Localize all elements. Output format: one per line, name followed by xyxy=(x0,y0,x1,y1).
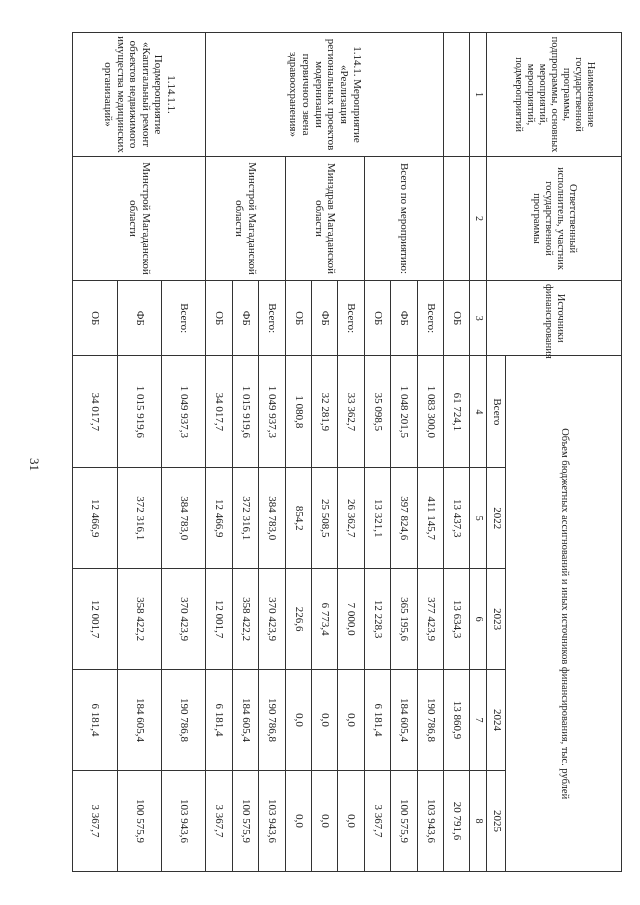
header-row xyxy=(506,33,622,872)
value-cell: 1 049 937,3 xyxy=(259,356,285,468)
source-cell: ФБ xyxy=(232,281,258,356)
table-row xyxy=(259,33,285,872)
value-cell: 12 466,9 xyxy=(73,468,118,569)
value-cell: 0,0 xyxy=(311,770,337,871)
index-cell: 6 xyxy=(470,569,487,670)
value-cell: 226,6 xyxy=(285,569,311,670)
source-cell: ОБ xyxy=(206,281,232,356)
value-cell: 0,0 xyxy=(338,670,364,771)
source-cell: ОБ xyxy=(73,281,118,356)
value-cell: 13 634,3 xyxy=(444,569,470,670)
index-cell: 8 xyxy=(470,770,487,871)
value-cell: 854,2 xyxy=(285,468,311,569)
value-cell: 12 228,3 xyxy=(364,569,390,670)
value-cell: 34 017,7 xyxy=(206,356,232,468)
executor-minstroy: Минстрой Магаданской области xyxy=(206,157,285,281)
value-cell: 370 423,9 xyxy=(259,569,285,670)
header-name: Наименование государственной программы, подпрограммы, основных мероприятий, мероприятий, подмероприятий xyxy=(487,33,622,157)
value-cell: 13 437,3 xyxy=(444,468,470,569)
index-cell: 4 xyxy=(470,356,487,468)
value-cell: 26 362,7 xyxy=(338,468,364,569)
index-cell: 7 xyxy=(470,670,487,771)
table-row xyxy=(338,33,364,872)
executor-total: Всего по мероприятию: xyxy=(364,157,443,281)
value-cell: 34 017,7 xyxy=(73,356,118,468)
value-cell: 6 181,4 xyxy=(206,670,232,771)
value-cell: 100 575,9 xyxy=(117,770,161,871)
value-cell: 103 943,6 xyxy=(161,770,205,871)
value-cell: 411 145,7 xyxy=(417,468,443,569)
table-row xyxy=(417,33,443,872)
value-cell: 372 316,1 xyxy=(117,468,161,569)
source-cell: ФБ xyxy=(391,281,417,356)
value-cell: 100 575,9 xyxy=(391,770,417,871)
value-cell: 372 316,1 xyxy=(232,468,258,569)
value-cell: 397 824,6 xyxy=(391,468,417,569)
value-cell: 3 367,7 xyxy=(206,770,232,871)
header-executor: Ответственный исполнитель, участник государственной программы xyxy=(487,157,622,281)
value-cell: 25 508,5 xyxy=(311,468,337,569)
page-number: 31 xyxy=(27,458,42,471)
value-cell: 12 466,9 xyxy=(206,468,232,569)
value-cell: 3 367,7 xyxy=(364,770,390,871)
value-cell: 100 575,9 xyxy=(232,770,258,871)
value-cell: 3 367,7 xyxy=(73,770,118,871)
source-cell: ОБ xyxy=(444,281,470,356)
value-cell: 358 422,2 xyxy=(117,569,161,670)
empty-cell xyxy=(444,157,470,281)
value-cell: 61 724,1 xyxy=(444,356,470,468)
header-volume: Объем бюджетных ассигнований и иных источников финансирования, тыс. рублей xyxy=(506,356,622,872)
value-cell: 190 786,8 xyxy=(259,670,285,771)
value-cell: 1 049 937,3 xyxy=(161,356,205,468)
value-cell: 365 195,6 xyxy=(391,569,417,670)
measure-name: 1.14.1. Мероприятие «Реализация региональных проектов модернизации первичного звена здравоохранения» xyxy=(206,33,444,157)
value-cell: 184 605,4 xyxy=(391,670,417,771)
value-cell: 190 786,8 xyxy=(161,670,205,771)
value-cell: 20 791,6 xyxy=(444,770,470,871)
value-cell: 1 083 300,0 xyxy=(417,356,443,468)
value-cell: 370 423,9 xyxy=(161,569,205,670)
value-cell: 0,0 xyxy=(285,770,311,871)
header-year: 2022 xyxy=(487,468,506,569)
value-cell: 0,0 xyxy=(338,770,364,871)
value-cell: 103 943,6 xyxy=(259,770,285,871)
value-cell: 32 281,9 xyxy=(311,356,337,468)
header-year: 2023 xyxy=(487,569,506,670)
value-cell: 1 015 919,6 xyxy=(232,356,258,468)
executor-minzdrav: Минздрав Магаданской области xyxy=(285,157,364,281)
source-cell: ФБ xyxy=(311,281,337,356)
table-row xyxy=(444,33,470,872)
index-cell: 1 xyxy=(470,33,487,157)
value-cell: 13 321,1 xyxy=(364,468,390,569)
budget-table-rotated xyxy=(72,32,622,872)
value-cell: 358 422,2 xyxy=(232,569,258,670)
value-cell: 384 783,0 xyxy=(259,468,285,569)
header-year: 2025 xyxy=(487,770,506,871)
index-row xyxy=(470,33,487,872)
value-cell: 6 181,4 xyxy=(73,670,118,771)
header-year: 2024 xyxy=(487,670,506,771)
budget-table xyxy=(72,32,622,872)
value-cell: 184 605,4 xyxy=(232,670,258,771)
value-cell: 0,0 xyxy=(311,670,337,771)
source-cell: Всего: xyxy=(259,281,285,356)
value-cell: 184 605,4 xyxy=(117,670,161,771)
index-cell: 3 xyxy=(470,281,487,356)
source-cell: ФБ xyxy=(117,281,161,356)
source-cell: Всего: xyxy=(338,281,364,356)
value-cell: 0,0 xyxy=(285,670,311,771)
value-cell: 6 181,4 xyxy=(364,670,390,771)
submeasure-name: 1.14.1.1. Подмероприятие «Капитальный ремонт объектов недвижимого имущества медицинских организаций» xyxy=(73,33,206,157)
value-cell: 384 783,0 xyxy=(161,468,205,569)
executor-submeasure: Минстрой Магаданской области xyxy=(73,157,206,281)
source-cell: Всего: xyxy=(161,281,205,356)
value-cell: 1 080,8 xyxy=(285,356,311,468)
source-cell: Всего: xyxy=(417,281,443,356)
index-cell: 5 xyxy=(470,468,487,569)
value-cell: 35 098,5 xyxy=(364,356,390,468)
value-cell: 12 001,7 xyxy=(206,569,232,670)
value-cell: 12 001,7 xyxy=(73,569,118,670)
value-cell: 1 015 919,6 xyxy=(117,356,161,468)
table-row xyxy=(161,33,205,872)
value-cell: 1 048 201,5 xyxy=(391,356,417,468)
value-cell: 377 423,9 xyxy=(417,569,443,670)
value-cell: 103 943,6 xyxy=(417,770,443,871)
value-cell: 33 362,7 xyxy=(338,356,364,468)
index-cell: 2 xyxy=(470,157,487,281)
value-cell: 190 786,8 xyxy=(417,670,443,771)
value-cell: 7 000,0 xyxy=(338,569,364,670)
header-total: Всего xyxy=(487,356,506,468)
source-cell: ОБ xyxy=(364,281,390,356)
empty-cell xyxy=(444,33,470,157)
source-cell: ОБ xyxy=(285,281,311,356)
value-cell: 13 860,9 xyxy=(444,670,470,771)
value-cell: 6 773,4 xyxy=(311,569,337,670)
header-source: Источники финансирования xyxy=(487,281,622,356)
